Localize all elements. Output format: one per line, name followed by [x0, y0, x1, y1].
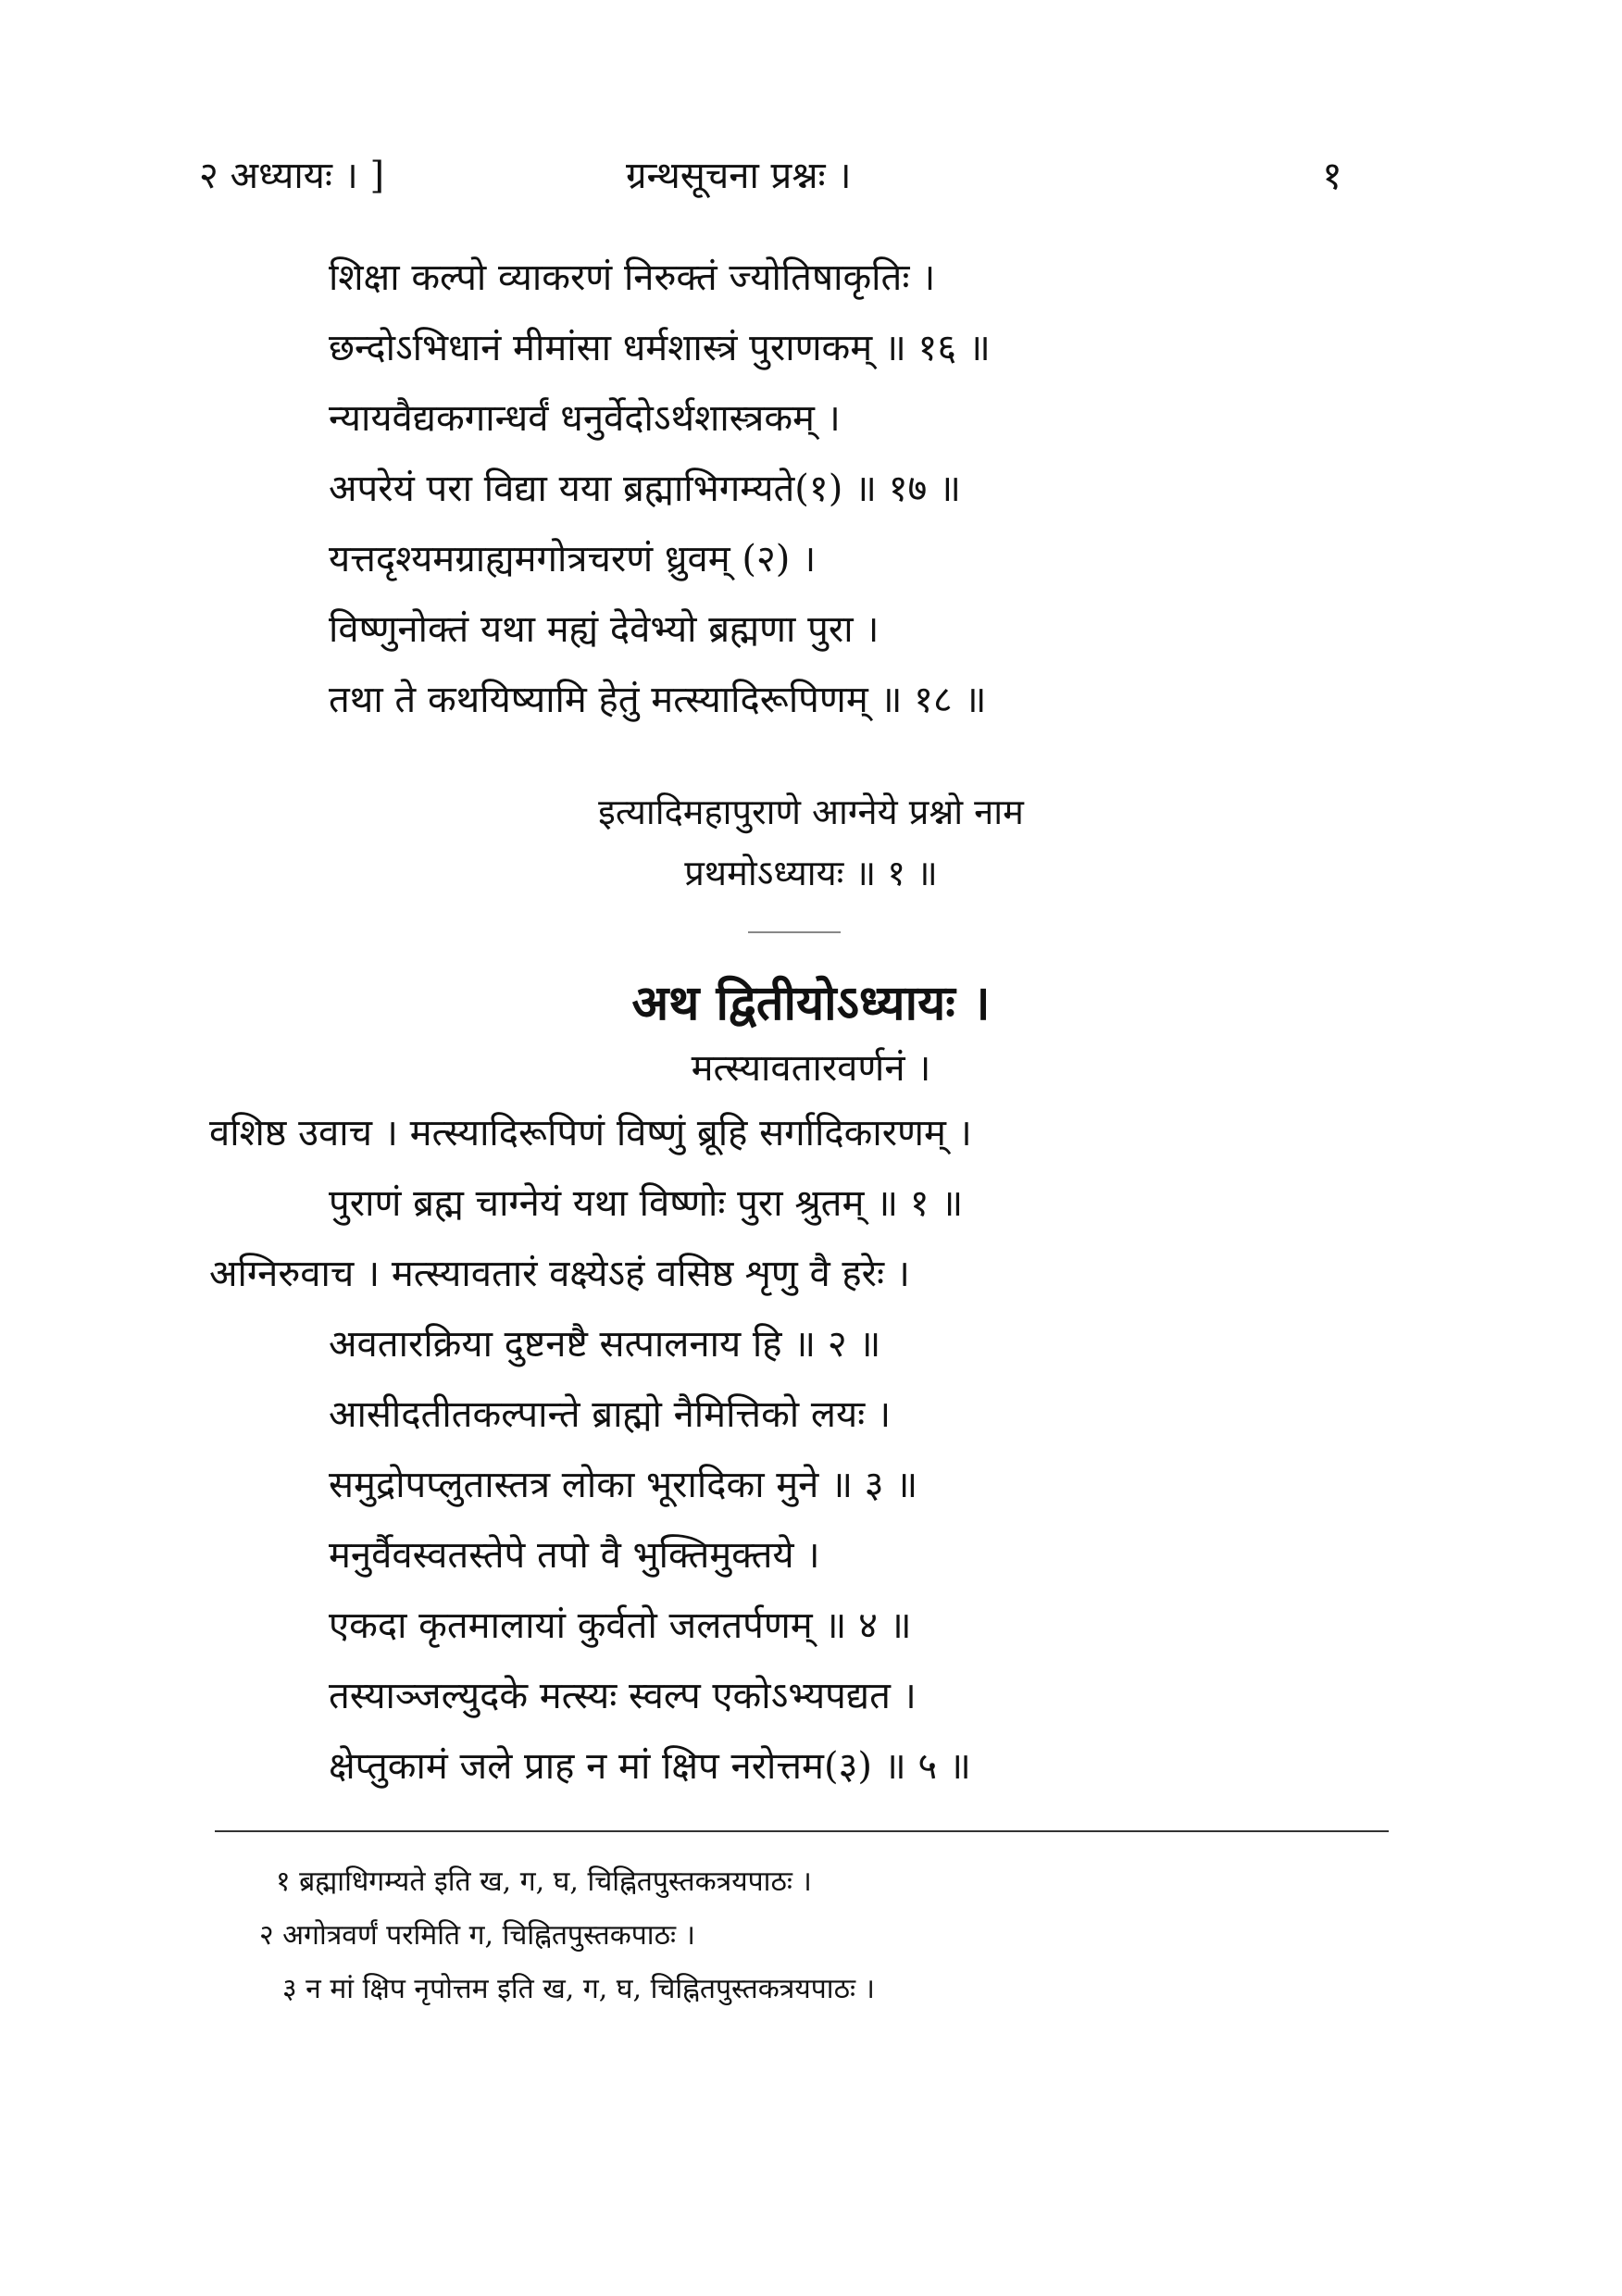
- verse-line: अग्निरुवाच । मत्स्यावतारं वक्ष्येऽहं वसिष्ठ शृणु वै हरेः ।: [209, 1253, 910, 1295]
- verse-line: अवतारक्रिया दुष्टनष्टै सत्पालनाय हि ॥ २ ॥: [329, 1323, 881, 1366]
- verse-line: समुद्रोपप्लुतास्तत्र लोका भूरादिका मुने ॥ ३ ॥: [329, 1464, 918, 1506]
- chapter-subtitle: मत्स्यावतारवर्णनं ।: [691, 1047, 931, 1090]
- verse-line: यत्तदृश्यमग्राह्यमगोत्रचरणं ध्रुवम् (२) ।: [329, 538, 817, 580]
- footnote: १ ब्रह्माधिगम्यते इति ख, ग, घ, चिह्नितपुस्तकत्रयपाठः ।: [276, 1866, 812, 1898]
- colophon-line-2: प्रथमोऽध्यायः ॥ १ ॥: [684, 853, 938, 893]
- header-section-title: ग्रन्थसूचना प्रश्नः ।: [626, 155, 852, 197]
- verse-line: एकदा कृतमालायां कुर्वतो जलतर्पणम् ॥ ४ ॥: [329, 1604, 912, 1647]
- verse-line: मनुर्वैवस्वतस्तेपे तपो वै भुक्तिमुक्तये ।: [329, 1534, 820, 1577]
- footnote-rule: [215, 1830, 1389, 1832]
- footnote: २ अगोत्रवर्णं परमिति ग, चिह्नितपुस्तकपाठः ।: [259, 1919, 695, 1952]
- verse-line: अपरेयं परा विद्या यया ब्रह्माभिगम्यते(१) ॥ १७ ॥: [329, 468, 961, 510]
- verse-line: वशिष्ठ उवाच । मत्स्यादिरूपिणं विष्णुं ब्रूहि सर्गादिकारणम् ।: [209, 1112, 972, 1154]
- verse-line: विष्णुनोक्तं यथा मह्यं देवेभ्यो ब्रह्मणा पुरा ।: [329, 608, 880, 651]
- verse-line: तस्याञ्जल्युदके मत्स्यः स्वल्प एकोऽभ्यपद्यत ।: [329, 1675, 917, 1717]
- verse-line: पुराणं ब्रह्म चाग्नेयं यथा विष्णोः पुरा श्रुतम् ॥ १ ॥: [329, 1182, 964, 1225]
- page-number: १: [1322, 153, 1342, 198]
- verse-line: क्षेप्तुकामं जले प्राह न मां क्षिप नरोत्तम(३) ॥ ५ ॥: [329, 1745, 971, 1788]
- verse-line: तथा ते कथयिष्यामि हेतुं मत्स्यादिरूपिणम् ॥ १८ ॥: [329, 679, 987, 721]
- colophon-line-1: इत्यादिमहापुराणे आग्नेये प्रश्नो नाम: [598, 792, 1024, 832]
- footnote: ३ न मां क्षिप नृपोत्तम इति ख, ग, घ, चिह्नितपुस्तकत्रयपाठः ।: [282, 1973, 875, 2005]
- verse-line: न्यायवैद्यकगान्धर्वं धनुर्वेदोऽर्थशास्त्रकम् ।: [329, 397, 841, 440]
- verse-line: छन्दोऽभिधानं मीमांसा धर्मशास्त्रं पुराणकम् ॥ १६ ॥: [329, 327, 991, 369]
- header-chapter-ref: २ अध्यायः । ]: [199, 155, 385, 197]
- running-header: [0, 148, 1622, 204]
- section-divider: [748, 931, 841, 933]
- verse-line: शिक्षा कल्पो व्याकरणं निरुक्तं ज्योतिषाकृतिः ।: [329, 256, 936, 299]
- chapter-title: अथ द्वितीयोऽध्यायः ।: [631, 975, 991, 1031]
- verse-line: आसीदतीतकल्पान्ते ब्राह्मो नैमित्तिको लयः ।: [329, 1393, 892, 1436]
